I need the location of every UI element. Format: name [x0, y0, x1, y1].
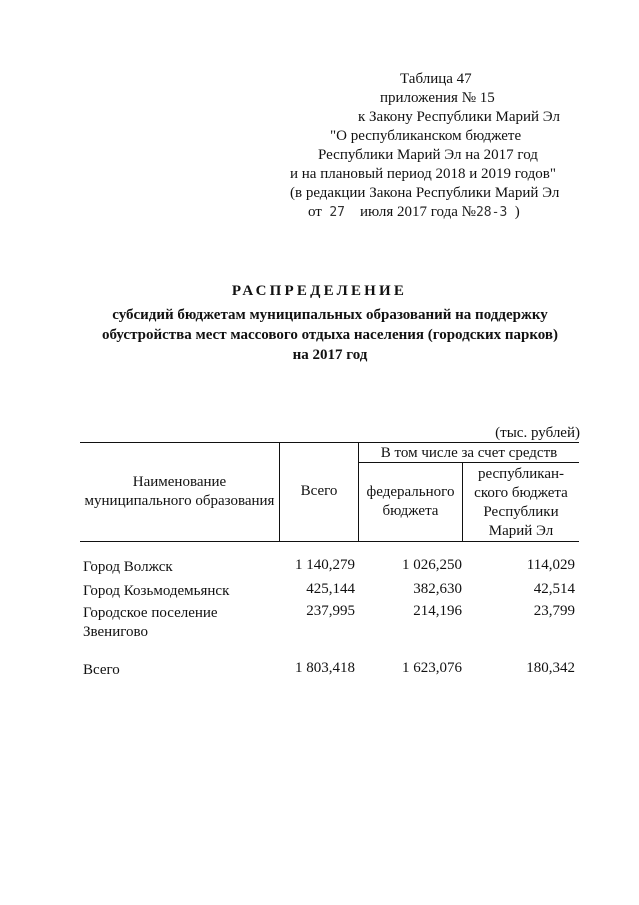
header-law-title-2: Республики Марий Эл на 2017 год [318, 147, 538, 163]
subtitle-line-2: обустройства мест массового отдыха населения (городских парков) [101, 327, 559, 343]
table-cell-republic: 42,514 [533, 581, 575, 597]
table-top-rule [80, 442, 579, 443]
column-header-federal-line-1: федерального [366, 484, 455, 500]
column-header-republic-line-1: республикан- [477, 466, 565, 482]
table-cell-total: 425,144 [306, 581, 355, 597]
column-header-total: Всего [300, 483, 338, 499]
header-date-middle: июля 2017 года № [360, 204, 476, 220]
header-law-title: "О республиканском бюджете [330, 128, 522, 144]
table-cell-republic: 114,029 [526, 557, 575, 573]
header-date-suffix: ) [514, 204, 520, 220]
header-edition: (в редакции Закона Республики Марий Эл [290, 185, 560, 201]
column-header-republic-line-2: ского бюджета [474, 485, 568, 501]
table-total-name: Всего [83, 662, 120, 678]
header-law-title-3: и на плановый период 2018 и 2019 годов" [290, 166, 556, 182]
column-header-federal [359, 483, 462, 521]
units-label: (тыс. рублей) [495, 425, 580, 441]
table-row-name [83, 604, 218, 642]
table-row-name: Город Волжск [83, 559, 173, 575]
table-row-name: Город Козьмодемьянск [83, 583, 230, 599]
column-header-name [80, 473, 279, 511]
header-appendix: приложения № 15 [380, 90, 495, 106]
column-header-republic [463, 465, 579, 541]
header-date-prefix: от [308, 204, 322, 220]
subtitle-line-1: субсидий бюджетам муниципальных образований на поддержку [112, 307, 548, 323]
subtitle-line-3: на 2017 год [292, 347, 368, 363]
table-total-total: 1 803,418 [295, 660, 355, 676]
table-row-name-line-1: Городское поселение [83, 605, 218, 621]
table-cell-total: 1 140,279 [295, 557, 355, 573]
column-header-federal-line-2: бюджета [382, 503, 439, 519]
document-header [250, 70, 580, 222]
table-total-republic: 180,342 [526, 660, 575, 676]
table-cell-total: 237,995 [306, 603, 355, 619]
table-cell-republic: 23,799 [533, 603, 575, 619]
header-edition-date [250, 203, 580, 222]
header-law: к Закону Республики Марий Эл [358, 109, 561, 125]
document-title: РАСПРЕДЕЛЕНИЕ [231, 283, 408, 299]
column-header-name-line-2: муниципального образования [84, 493, 275, 509]
header-law-number: 28-З [475, 205, 508, 220]
document-subtitle [60, 305, 600, 365]
header-date-day: 27 [329, 205, 346, 220]
table-cell-federal: 214,196 [413, 603, 462, 619]
table-cell-federal: 382,630 [413, 581, 462, 597]
table-row-name-line-2: Звенигово [83, 624, 148, 640]
table-cell-federal: 1 026,250 [402, 557, 462, 573]
table-header-bottom-rule [80, 541, 579, 542]
header-table-number: Таблица 47 [400, 71, 472, 87]
column-header-name-line-1: Наименование [132, 474, 227, 490]
table-total-federal: 1 623,076 [402, 660, 462, 676]
column-header-republic-line-3: Республики [483, 504, 559, 520]
column-header-republic-line-4: Марий Эл [488, 523, 554, 539]
column-header-group: В том числе за счет средств [380, 445, 558, 461]
